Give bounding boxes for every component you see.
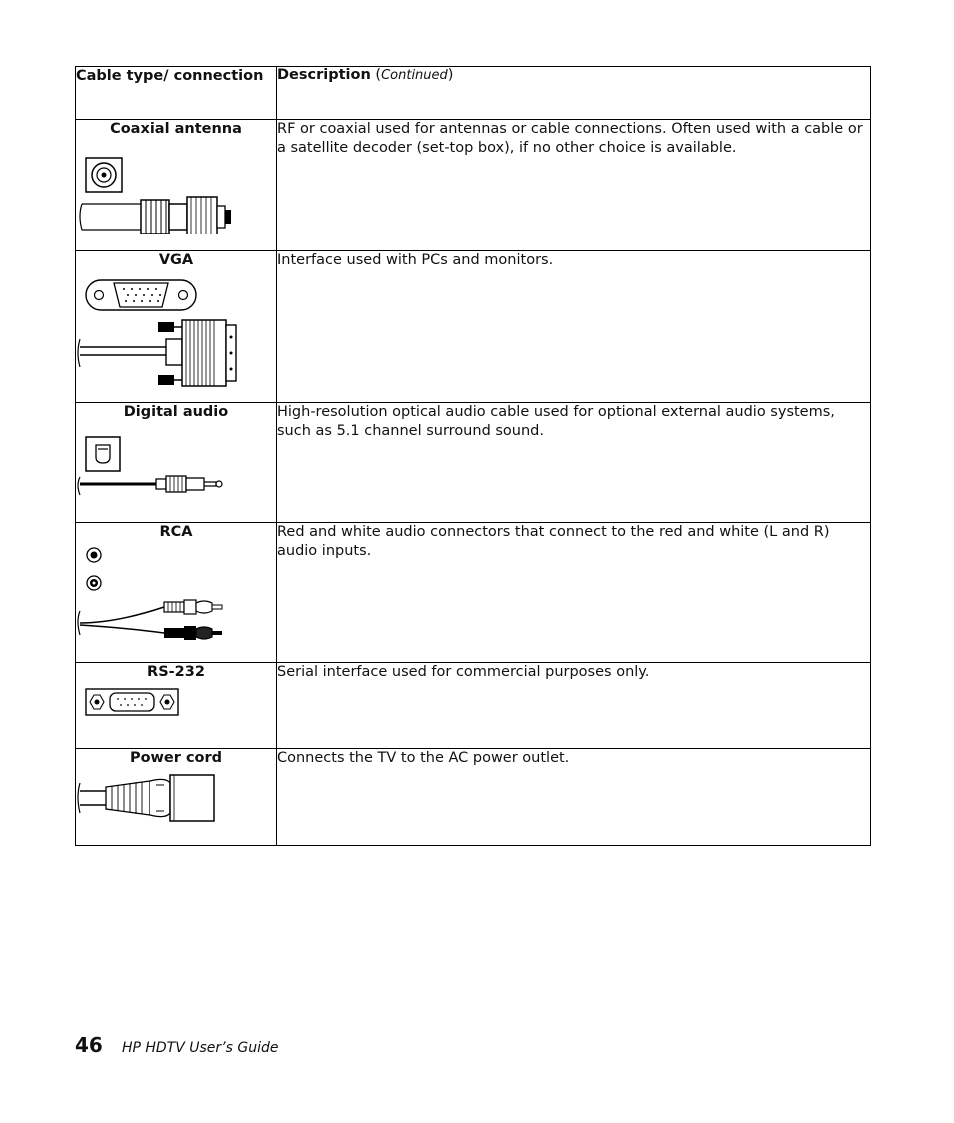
- row-description: RF or coaxial used for antennas or cable connections. Often used with a cable or a satellite decoder (set-top box), if no other choice is available.: [277, 120, 871, 251]
- row-cable-cell: [76, 523, 277, 663]
- header-description-label: Description: [277, 67, 371, 83]
- row-name: Coaxial antenna: [110, 121, 242, 137]
- row-name: VGA: [158, 252, 194, 268]
- coaxial-connector-icon: [76, 144, 261, 234]
- page-number: 46: [75, 1033, 103, 1057]
- row-description: High-resolution optical audio cable used for optional external audio systems, such as 5.1 channel surround sound.: [277, 403, 871, 523]
- row-name: Digital audio: [123, 404, 229, 420]
- table-row: [76, 523, 871, 663]
- table-row: [76, 120, 871, 251]
- page-footer: [75, 1033, 278, 1057]
- rca-connector-icon: [76, 547, 261, 647]
- header-cable-type: Cable type/ connection: [76, 67, 277, 120]
- row-cable-cell: [76, 251, 277, 403]
- header-description: Description (Continued): [277, 67, 871, 120]
- table-row: [76, 251, 871, 403]
- row-cable-cell: [76, 663, 277, 749]
- row-description: Connects the TV to the AC power outlet.: [277, 749, 871, 846]
- guide-title: HP HDTV User’s Guide: [121, 1040, 279, 1056]
- table-row: [76, 403, 871, 523]
- row-name: RCA: [159, 524, 193, 540]
- vga-connector-icon: [76, 275, 261, 390]
- table-header-row: [76, 67, 871, 120]
- row-name: RS-232: [147, 664, 205, 680]
- row-cable-cell: [76, 403, 277, 523]
- row-description: Interface used with PCs and monitors.: [277, 251, 871, 403]
- row-description: Serial interface used for commercial purposes only.: [277, 663, 871, 749]
- table-row: [76, 663, 871, 749]
- header-continued-label: Continued: [381, 68, 448, 83]
- rs232-connector-icon: [76, 687, 261, 727]
- row-cable-cell: [76, 120, 277, 251]
- row-description: Red and white audio connectors that connect to the red and white (L and R) audio inputs.: [277, 523, 871, 663]
- row-cable-cell: [76, 749, 277, 846]
- cable-table: [75, 66, 871, 846]
- row-name: Power cord: [129, 750, 223, 766]
- table-row: [76, 749, 871, 846]
- power-cord-icon: [76, 773, 261, 823]
- optical-audio-connector-icon: [76, 427, 261, 502]
